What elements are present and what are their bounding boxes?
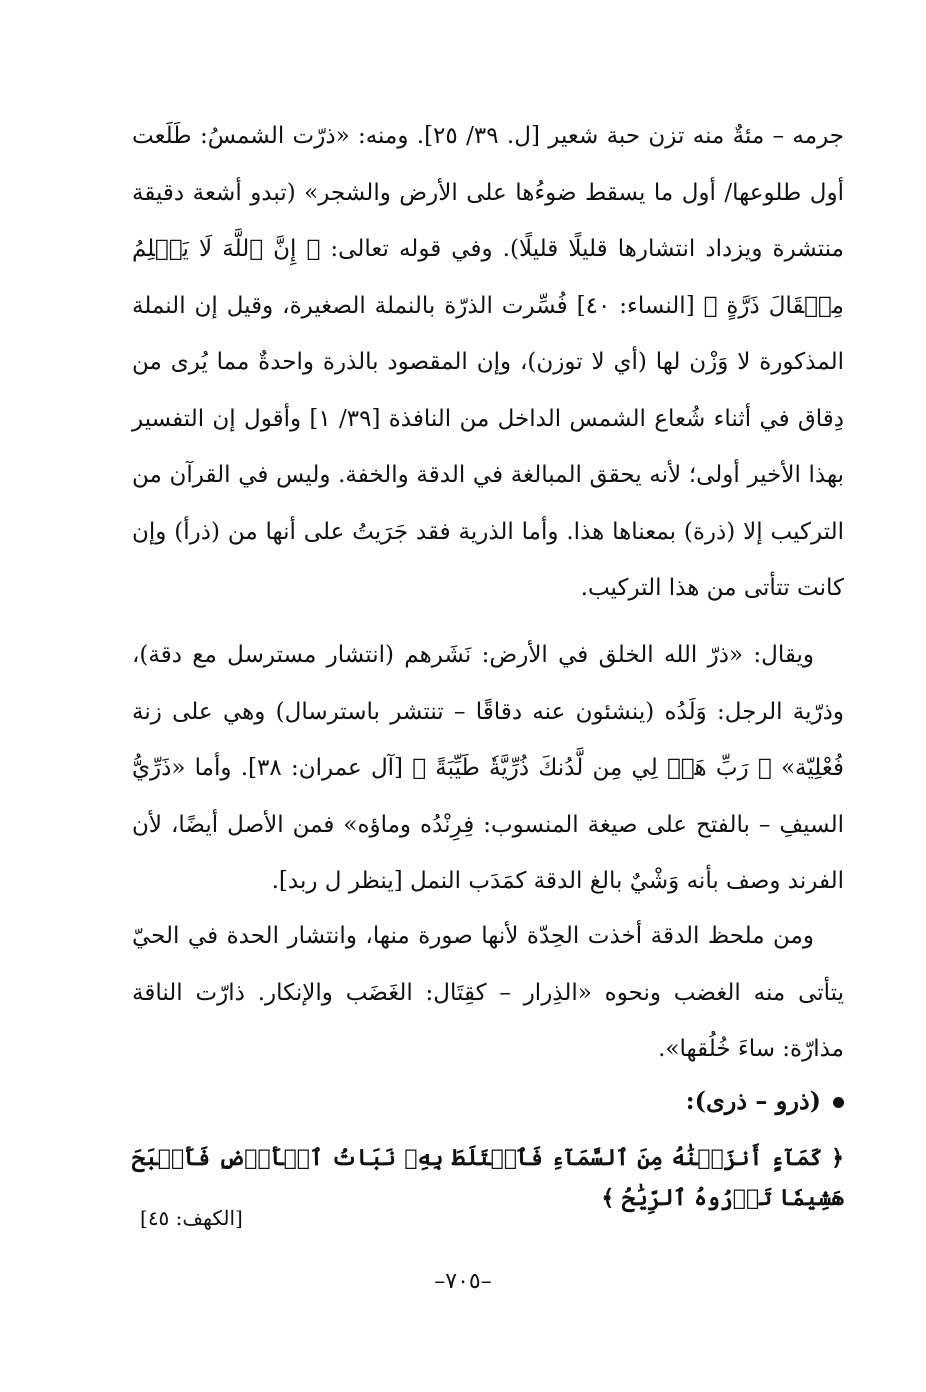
section-heading-text: (ذرو – ذرى):: [685, 1086, 821, 1115]
section-heading: [686, 1076, 844, 1126]
bullet-icon: [833, 1097, 844, 1108]
page-number: –٧٠٥–: [434, 1269, 492, 1294]
paragraph-3: [132, 908, 844, 1078]
paragraph-2: [132, 627, 844, 910]
paragraph-text: جرمه – مئةٌ منه تزن حبة شعير [ل. ٣٩/ ٢٥]. ومنه: «ذرّت الشمسُ: طَلَعت أول طلوعها/ أول ما يسقط ضوءُها على الأرض والشجر» (تبدو أشعة دقيقة منتشرة ويزداد انتشارها قليلًا قليلًا). وفي قوله تعالى: ﴿ إِنَّ ٱللَّهَ لَا يَظۡلِمُ مِثۡقَالَ ذَرَّةٍ ﴾ [النساء: ٤٠] فُسِّرت الذرّة بالنملة الصغيرة، وقيل إن النملة المذكورة لا وَزْن لها (أي لا توزن)، وإن المقصود بالذرة واحدةٌ مما يُرى من دِقاق في أثناء شُعاع الشمس الداخل من النافذة [٣٩/ ١] وأقول إن التفسير بهذا الأخير أولى؛ لأنه يحقق المبالغة في الدقة والخفة. وليس في القرآن من التركيب إلا (ذرة) بمعناها هذا. وأما الذرية فقد جَرَيتُ على أنها من (ذرأ) وإن كانت تتأتى من هذا التركيب.: [132, 123, 844, 601]
verse-reference: [الكهف: ٤٥]: [140, 1206, 243, 1230]
paragraph-text: ويقال: «ذرّ الله الخلق في الأرض: نَشَرهم (انتشار مسترسل مع دقة)، وذرّية الرجل: وَلَدُه (ينشئون عنه دقاقًا – تنتشر باسترسال) وهي على زنة فُعْلِيّة» ﴿ رَبِّ هَبۡ لِي مِن لَّدُنكَ ذُرِّيَّةٗ طَيِّبَةً ﴾ [آل عمران: ٣٨]. وأما «ذَرِّيُّ السيفِ – بالفتح على صيغة المنسوب: فِرِنْدُه وماؤه» فمن الأصل أيضًا، لأن الفرند وصف بأنه وَشْيٌ بالغ الدقة كمَدَب النمل [ينظر ل ربد].: [132, 642, 845, 894]
paragraph-1: [132, 108, 844, 617]
quran-verse: ﴿ كَمَآءٍ أَنزَلۡنَٰهُ مِنَ ٱلسَّمَآءِ فَٱخۡتَلَطَ بِهِۦ نَبَاتُ ٱلۡأَرۡضِ فَأَصۡبَحَ هَشِيمٗا تَذۡرُوهُ ٱلرِّيَٰحُ ﴾: [132, 1145, 844, 1211]
paragraph-text: ومن ملحظ الدقة أخذت الحِدّة لأنها صورة منها، وانتشار الحدة في الحيّ يتأتى منه الغضب ونحوه «الذِرار – كقِتَال: الغَضَب والإنكار. ذارّت الناقة مذارّة: ساءَ خُلُقها».: [132, 923, 844, 1062]
